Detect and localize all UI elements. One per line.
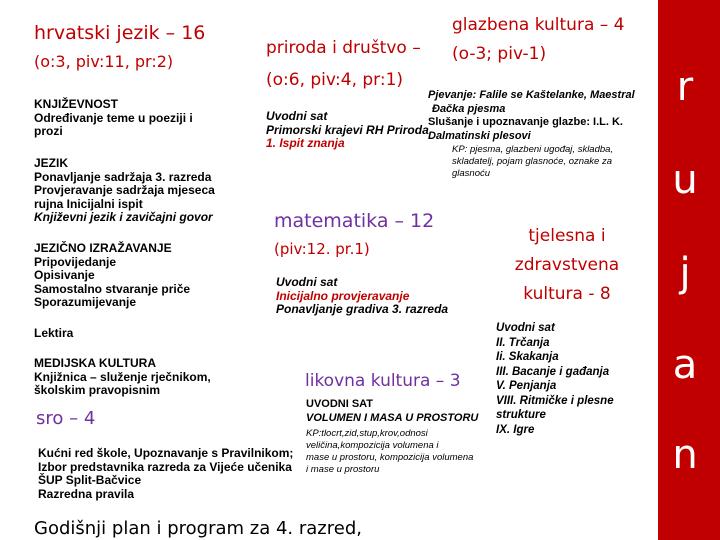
jezicno-line: Samostalno stvaranje priče: [34, 281, 191, 296]
matematika-line: Uvodni sat: [276, 275, 338, 289]
glazbena-subheading: (o-3; piv-1): [452, 44, 547, 64]
glazbena-line: Dalmatinski plesovi: [428, 129, 531, 142]
jezicno-block: [34, 242, 190, 310]
likovna-kp-block: [306, 428, 473, 476]
matematika-subheading: (piv:12. pr.1): [274, 240, 370, 258]
sro-line: Izbor predstavnika razreda za Vijeće učenika: [38, 459, 292, 474]
tzk-line: III. Bacanje i gađanja: [496, 365, 610, 378]
medijska-block: [34, 357, 211, 398]
month-letter-u: u: [672, 157, 698, 203]
jezicno-title: JEZIČNO IZRAŽAVANJE: [34, 241, 172, 255]
likovna-line: VOLUMEN I MASA U PROSTORU: [306, 411, 479, 424]
jezik-line: Provjeravanje sadržaja mjeseca: [34, 183, 215, 197]
glazbena-line: Slušanje i upoznavanje glazbe: I.L. K.: [428, 116, 623, 128]
matematika-line: Ponavljanje gradiva 3. razreda: [276, 302, 449, 316]
priroda-heading: priroda i društvo –: [266, 38, 421, 58]
jezik-line: Književni jezik i zavičajni govor: [34, 210, 213, 224]
tzk-line: Uvodni sat: [496, 322, 555, 334]
jezik-block: [34, 157, 215, 225]
likovna-line: UVODNI SAT: [306, 398, 374, 410]
month-letter-n: n: [672, 432, 698, 478]
likovna-heading: likovna kultura – 3: [305, 371, 461, 391]
month-letter-j: j: [679, 250, 691, 296]
medijska-line: Knjižnica – služenje rječnikom,: [34, 369, 211, 384]
tzk-line: Ii. Skakanja: [496, 351, 559, 363]
tzk-heading: [500, 222, 634, 309]
sro-heading: sro – 4: [36, 408, 96, 429]
sro-line: Kućni red škole, Upoznavanje s Pravilnikom;: [38, 446, 294, 460]
glazbena-kp-line: skladatelj, pojam glasnoće, oznake za: [452, 156, 613, 167]
glazbena-kp-block: [452, 144, 613, 180]
sro-block: [38, 447, 293, 501]
matematika-heading: matematika – 12: [274, 210, 435, 232]
medijska-line: školskim pravopisnim: [34, 383, 161, 397]
likovna-kp-line: veličina,kompozicija volumena i: [306, 440, 439, 451]
sro-line: Razredna pravila: [38, 486, 135, 501]
tzk-line: V. Penjanja: [496, 380, 557, 392]
jezicno-line: Pripovijedanje: [34, 254, 117, 269]
knjizevnost-block: [34, 98, 193, 139]
glazbena-kp-line: KP: pjesma, glazbeni ugođaj, skladba,: [452, 144, 614, 155]
glazbena-line: Đačka pjesma: [432, 102, 506, 115]
matematika-line: Inicijalno provjeravanje: [276, 288, 410, 303]
tzk-block: [496, 321, 614, 437]
month-letter-r: r: [676, 64, 694, 110]
likovna-kp-line: KP:tlocrt,zid,stup,krov,odnosi: [306, 428, 428, 439]
medijska-title: MEDIJSKA KULTURA: [34, 356, 156, 370]
glazbena-pjevanje: Pjevanje: Falile se Kaštelanke, Maestral: [428, 89, 635, 101]
jezicno-line: Opisivanje: [34, 268, 95, 282]
jezicno-line: Sporazumijevanje: [34, 295, 137, 309]
document-footer: Godišnji plan i program za 4. razred,: [34, 518, 362, 539]
tzk-heading-line: tjelesna i: [528, 226, 606, 246]
likovna-kp-line: i mase u prostoru: [306, 464, 380, 475]
hrvatski-heading: hrvatski jezik – 16: [34, 22, 206, 44]
likovna-kp-line: mase u prostoru, kompozicija volumena: [306, 452, 474, 463]
knjizevnost-line: prozi: [34, 124, 63, 138]
hrvatski-subheading: (o:3, piv:11, pr:2): [34, 52, 174, 71]
priroda-line: Primorski krajevi RH Priroda: [266, 122, 429, 137]
glazbena-heading: glazbena kultura – 4: [452, 15, 625, 35]
priroda-subheading: (o:6, piv:4, pr:1): [266, 70, 404, 90]
glazbena-block: [428, 89, 658, 143]
priroda-line: Uvodni sat: [266, 109, 328, 123]
priroda-block: [266, 110, 429, 151]
matematika-block: [276, 276, 448, 317]
tzk-line: II. Trčanja: [496, 336, 550, 349]
glazbena-kp-line: glasnoću: [452, 168, 491, 179]
jezik-line: rujna Inicijalni ispit: [34, 196, 143, 211]
tzk-line: strukture: [496, 409, 546, 421]
tzk-line: IX. Igre: [496, 423, 535, 436]
jezik-title: JEZIK: [34, 156, 69, 170]
lektira-label: Lektira: [34, 326, 74, 340]
jezik-line: Ponavljanje sadržaja 3. razreda: [34, 169, 212, 184]
tzk-line: VIII. Ritmičke i plesne: [496, 394, 614, 407]
sro-line: ŠUP Split-Bačvice: [38, 473, 142, 487]
priroda-test: 1. Ispit znanja: [266, 136, 345, 150]
tzk-heading-line: kultura - 8: [523, 284, 611, 304]
likovna-block: [306, 398, 492, 425]
tzk-heading-line: zdravstvena: [514, 255, 620, 275]
knjizevnost-title: KNJIŽEVNOST: [34, 97, 119, 111]
knjizevnost-line: Određivanje teme u poeziji i: [34, 110, 193, 125]
glazbena-line: [428, 89, 658, 103]
month-letter-a: a: [672, 342, 698, 388]
